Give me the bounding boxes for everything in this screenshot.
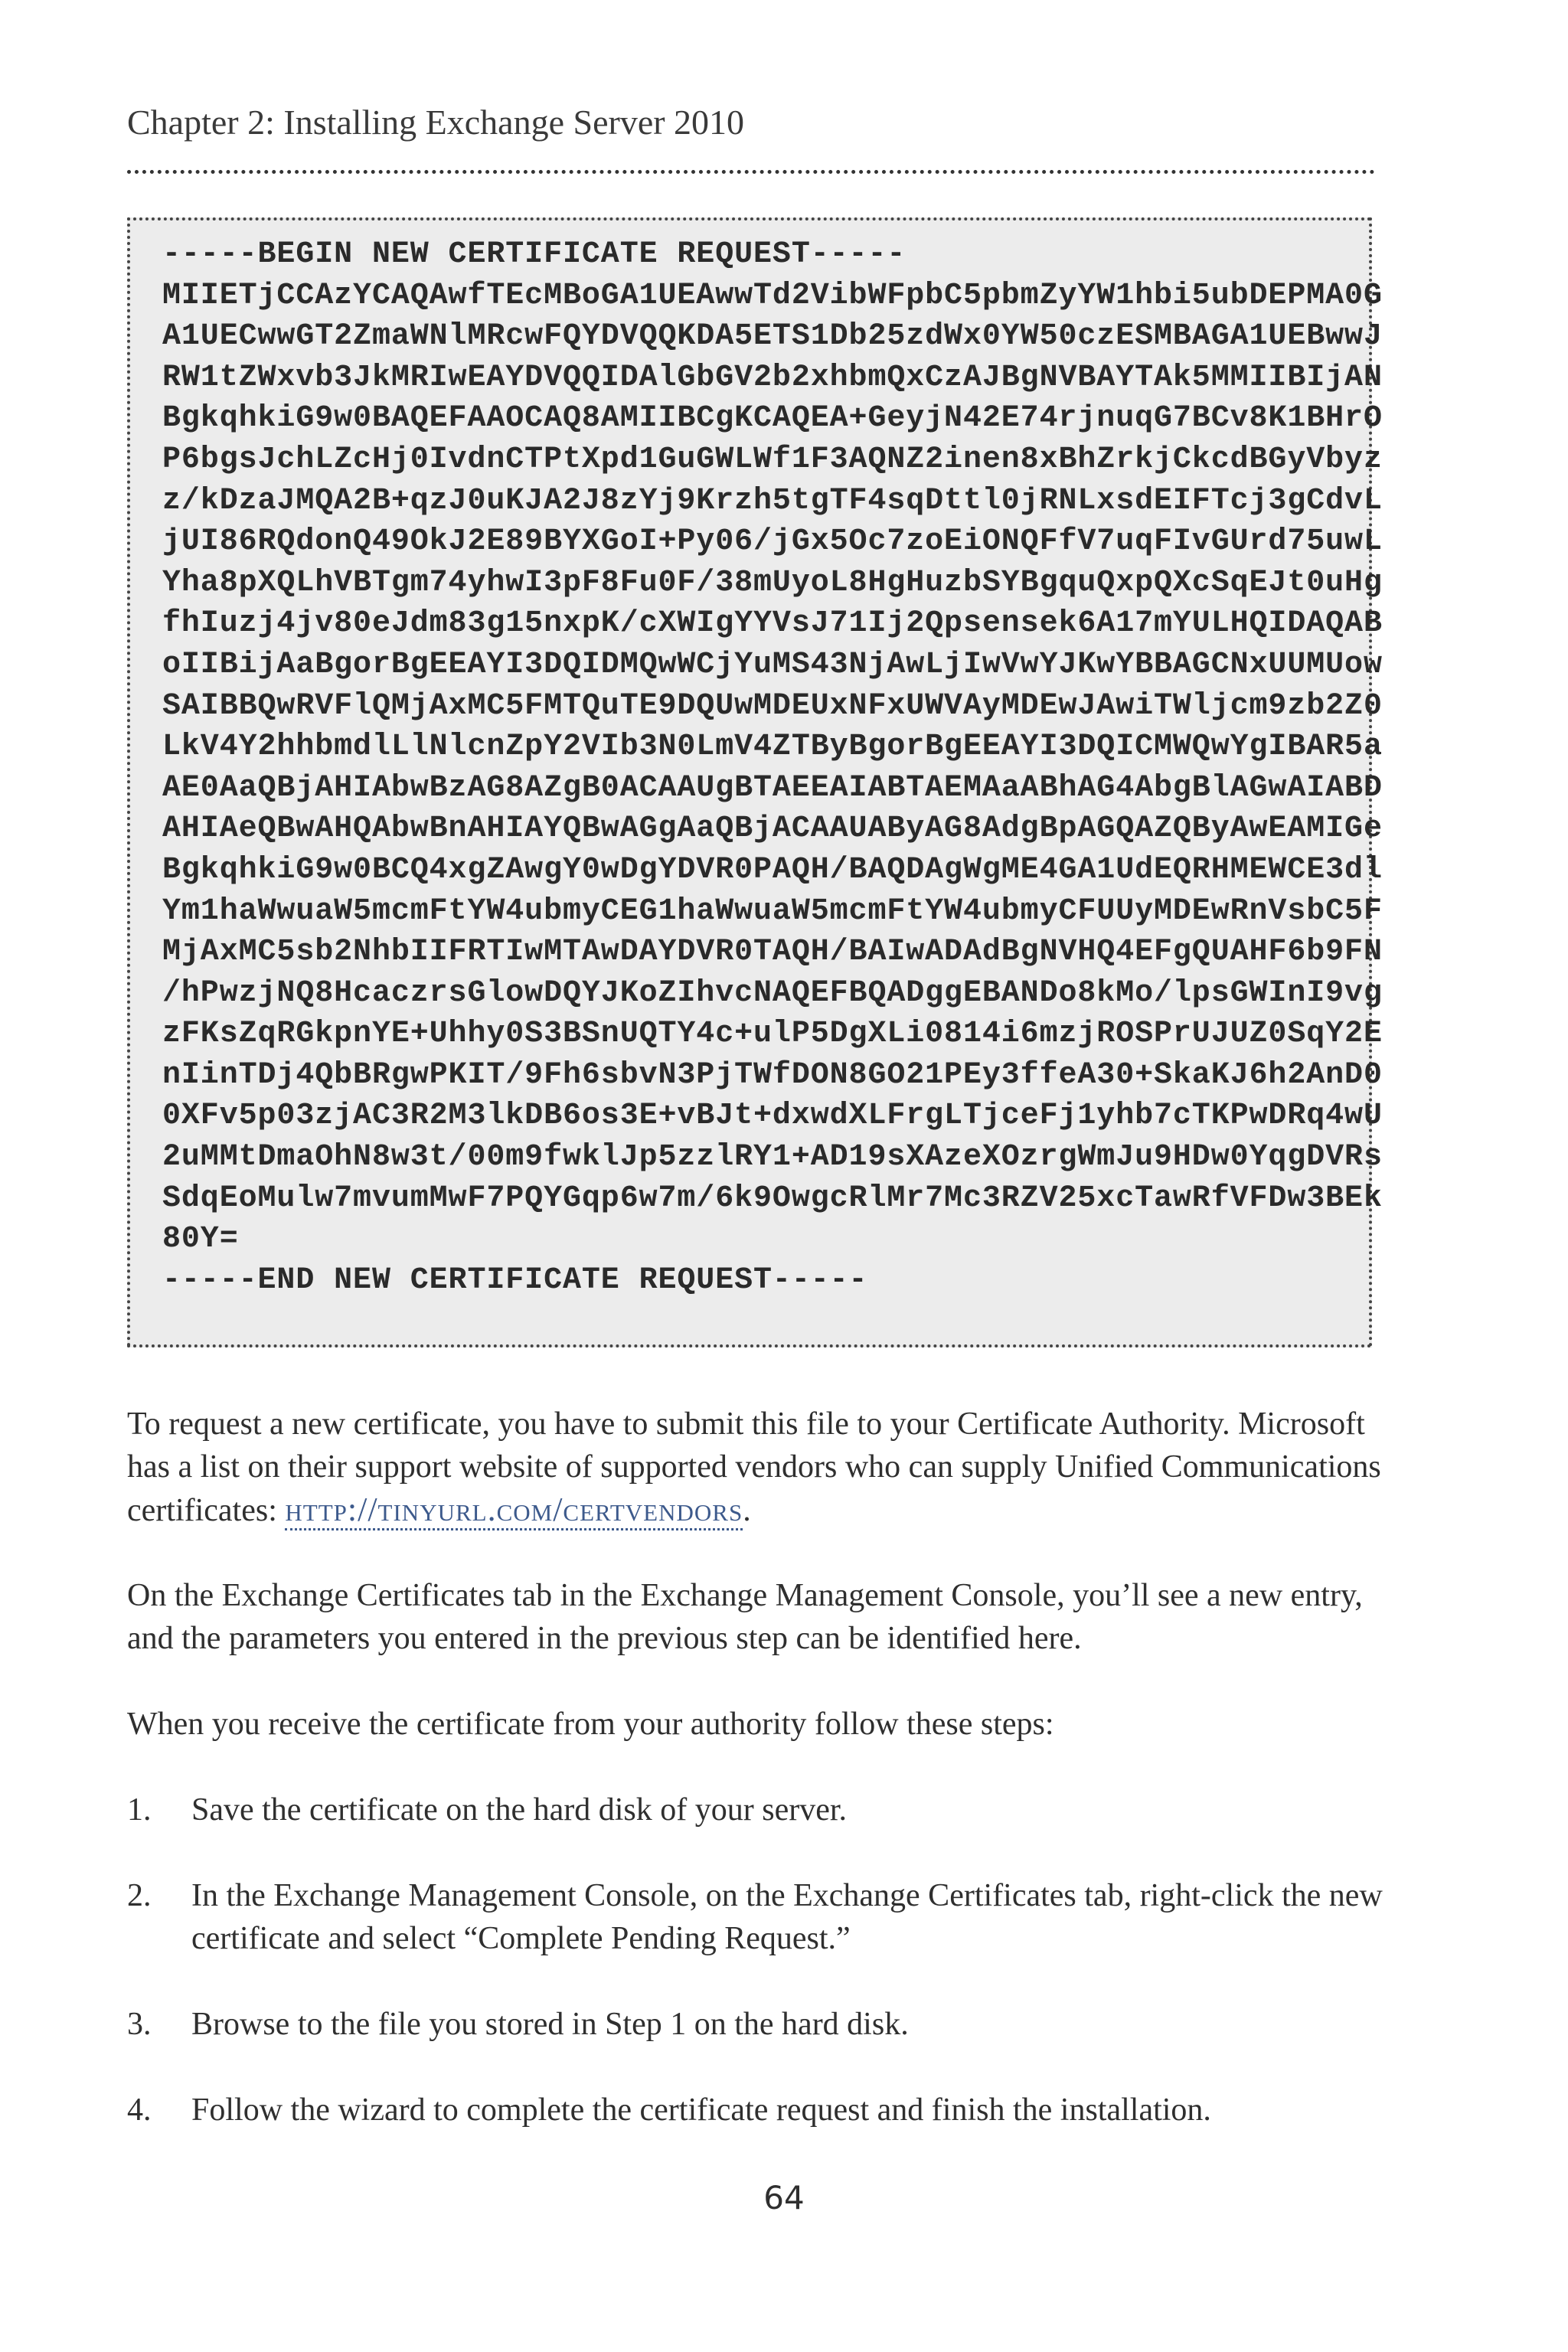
code-line: A1UECwwGT2ZmaWNlMRcwFQYDVQQKDA5ETS1Db25zdWx0YW50czESMBAGA1UEBwwJ [162, 319, 1383, 354]
code-line: AHIAeQBwAHQAbwBnAHIAYQBwAGgAaQBjACAAUAByAG8AdgBpAGQAZQByAwEAMIGe [162, 812, 1383, 847]
code-line: AE0AaQBjAHIAbwBzAG8AZgB0ACAAUgBTAEEAIABTAEMAaABhAG4AbgBlAGwAIABD [162, 770, 1383, 805]
step-number: 4. [127, 2092, 152, 2128]
code-line: RW1tZWxvb3JkMRIwEAYDVQQIDAlGbGV2b2xhbmQxCzAJBgNVBAYTAk5MMIIBIjAN [162, 360, 1383, 395]
step-number: 3. [127, 2007, 152, 2042]
code-line: fhIuzj4jv80eJdm83g15nxpK/cXWIgYYVsJ71Ij2Qpsensek6A17mYULHQIDAQAB [162, 606, 1383, 642]
code-line: nIinTDj4QbBRgwPKIT/9Fh6sbvN3PjTWfDON8GO21PEy3ffeA30+SkaKJ6h2AnD0 [162, 1057, 1383, 1093]
paragraph-request-certificate [127, 1403, 1383, 1532]
code-line: jUI86RQdonQ49OkJ2E89BYXGoI+Py06/jGx5Oc7zoEiONQFfV7uqFIvGUrd75uwL [162, 524, 1383, 560]
cert-vendors-link[interactable]: http://tinyurl.com/certvendors [285, 1491, 743, 1530]
code-line: oIIBijAaBgorBgEEAYI3DQIDMQwWCjYuMS43NjAwLjIwVwYJKwYBBAGCNxUUMUow [162, 647, 1383, 682]
paragraph-period: . [743, 1493, 751, 1528]
page-number: 64 [763, 2179, 805, 2216]
step-text: Browse to the file you stored in Step 1 on the hard disk. [191, 2007, 909, 2042]
code-line: LkV4Y2hhbmdlLlNlcnZpY2VIb3N0LmV4ZTByBgorBgEEAYI3DQICMWQwYgIBAR5a [162, 730, 1383, 765]
code-line: -----BEGIN NEW CERTIFICATE REQUEST----- [162, 237, 906, 272]
step-number: 1. [127, 1792, 152, 1828]
paragraph-text: To request a new certificate, you have to submit this file to your Certificate Authority. Microsoft has a list on their support website of supported vendors who can supply Unified Communications certificates: [127, 1406, 1381, 1528]
code-line: BgkqhkiG9w0BCQ4xgZAwgY0wDgYDVR0PAQH/BAQDAgWgME4GA1UdEQRHMEWCE3dl [162, 852, 1383, 887]
certificate-request-block [127, 217, 1383, 1348]
code-line: 80Y= [162, 1222, 239, 1257]
code-line: SAIBBQwRVFlQMjAxMC5FMTQuTE9DQUwMDEUxNFxUWVAyMDEwJAwiTWljcm9zb2Z0 [162, 688, 1383, 724]
code-line: zFKsZqRGkpnYE+Uhhy0S3BSnUQTY4c+ulP5DgXLi0814i6mzjROSPrUJUZ0SqY2E [162, 1017, 1383, 1052]
code-line: P6bgsJchLZcHj0IvdnCTPtXpd1GuGWLWf1F3AQNZ2inen8xBhZrkjCkcdBGyVbyz [162, 442, 1383, 477]
code-line: MjAxMC5sb2NhbIIFRTIwMTAwDAYDVR0TAQH/BAIwADAdBgNVHQ4EFgQUAHF6b9FN [162, 935, 1383, 970]
code-line: Ym1haWwuaW5mcmFtYW4ubmyCEG1haWwuaW5mcmFtYW4ubmyCFUUyMDEwRnVsbC5F [162, 893, 1383, 929]
code-line: SdqEoMulw7mvumMwF7PQYGqp6w7m/6k9OwgcRlMr7Mc3RZV25xcTawRfVFDw3BEk [162, 1181, 1383, 1216]
step-text: Save the certificate on the hard disk of your server. [191, 1792, 848, 1828]
paragraph-exchange-certificates: On the Exchange Certificates tab in the Exchange Management Console, you’ll see a new entry, and the parameters you entered in the previous step can be identified here. [127, 1578, 1363, 1656]
code-line: 2uMMtDmaOhN8w3t/00m9fwklJp5zzlRY1+AD19sXAzeXOzrgWmJu9HDw0YqgDVRs [162, 1140, 1383, 1175]
code-line: /hPwzjNQ8HcaczrsGlowDQYJKoZIhvcNAQEFBQADggEBANDo8kMo/lpsGWInI9vg [162, 975, 1383, 1011]
step-text: In the Exchange Management Console, on the Exchange Certificates tab, right-click the new certificate and select “Complete Pending Request.” [191, 1878, 1383, 1956]
paragraph-steps-intro: When you receive the certificate from your authority follow these steps: [127, 1707, 1054, 1742]
step-number: 2. [127, 1878, 152, 1913]
code-line: z/kDzaJMQA2B+qzJ0uKJA2J8zYj9Krzh5tgTF4sqDttl0jRNLxsdEIFTcj3gCdvL [162, 483, 1383, 518]
code-line: BgkqhkiG9w0BAQEFAAOCAQ8AMIIBCgKCAQEA+GeyjN42E74rjnuqG7BCv8K1BHrO [162, 401, 1383, 436]
header-divider [127, 170, 1375, 174]
code-line: MIIETjCCAzYCAQAwfTEcMBoGA1UEAwwTd2VibWFpbC5pbmZyYW1hbi5ubDEPMA0G [162, 278, 1383, 313]
running-header: Chapter 2: Installing Exchange Server 2010 [127, 103, 745, 142]
step-text: Follow the wizard to complete the certificate request and finish the installation. [191, 2092, 1211, 2128]
code-line: Yha8pXQLhVBTgm74yhwI3pF8Fu0F/38mUyoL8HgHuzbSYBgquQxpQXcSqEJt0uHg [162, 565, 1383, 600]
code-line: -----END NEW CERTIFICATE REQUEST----- [162, 1263, 868, 1298]
code-line: 0XFv5p03zjAC3R2M3lkDB6os3E+vBJt+dxwdXLFrgLTjceFj1yhb7cTKPwDRq4wU [162, 1099, 1383, 1134]
